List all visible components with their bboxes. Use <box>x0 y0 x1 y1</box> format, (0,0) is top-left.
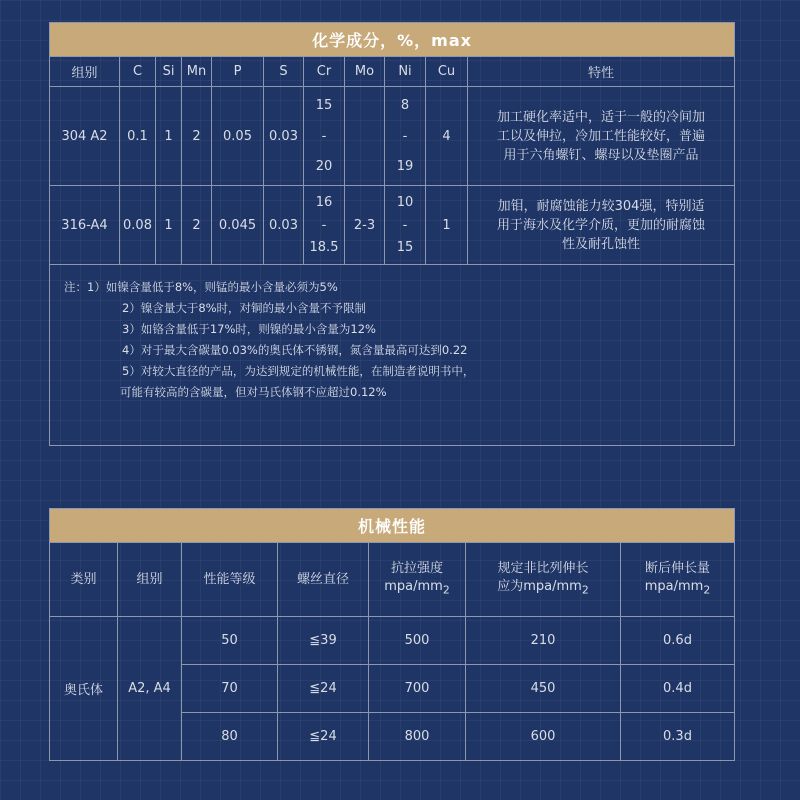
cr-max: 18.5 <box>309 240 339 255</box>
cell-tensile: 500 <box>369 617 466 665</box>
cell-diameter: ≦24 <box>278 713 369 761</box>
cell-c: 0.08 <box>120 186 156 265</box>
table-row <box>50 186 735 265</box>
chemical-composition-table <box>49 22 735 446</box>
notes-row <box>50 265 735 446</box>
cell-group: 316-A4 <box>50 186 120 265</box>
yield-label: 规定非比列伸长 <box>497 560 589 576</box>
col-header-cu: Cu <box>426 57 468 87</box>
cell-feature <box>468 87 735 186</box>
cell-yield: 600 <box>466 713 621 761</box>
cell-si: 1 <box>156 87 182 186</box>
cell-cu: 4 <box>426 87 468 186</box>
cell-p: 0.05 <box>212 87 264 186</box>
table-row <box>50 617 735 665</box>
cell-elongation: 0.4d <box>621 665 735 713</box>
cr-min: 15 <box>315 98 333 113</box>
feature-line: 加钼，耐腐蚀能力较304强，特别适 <box>497 198 705 214</box>
ni-dash: - <box>402 128 408 144</box>
cr-dash: - <box>321 217 327 233</box>
cell-s: 0.03 <box>264 186 304 265</box>
cell-ni <box>385 87 426 186</box>
elongation-label: 断后伸长量 <box>644 560 710 576</box>
cell-mn: 2 <box>182 87 212 186</box>
cell-grade: 80 <box>182 713 278 761</box>
table-row <box>50 87 735 186</box>
col-header-grade: 性能等级 <box>182 543 278 617</box>
col-header-c: C <box>120 57 156 87</box>
tensile-label: 抗拉强度 <box>390 560 443 576</box>
feature-line: 用于海水及化学介质，更加的耐腐蚀 <box>497 217 706 233</box>
col-header-diameter: 螺丝直径 <box>278 543 369 617</box>
feature-line: 性及耐孔蚀性 <box>562 236 641 252</box>
col-header-feature: 特性 <box>468 57 735 87</box>
cell-cu: 1 <box>426 186 468 265</box>
cell-group: A2, A4 <box>118 617 182 761</box>
cell-cr <box>304 186 345 265</box>
mechanical-header-row <box>50 543 735 617</box>
cell-p: 0.045 <box>212 186 264 265</box>
cell-cr <box>304 87 345 186</box>
cr-max: 20 <box>315 159 333 174</box>
col-header-group: 组别 <box>118 543 182 617</box>
ni-min: 10 <box>396 195 414 210</box>
note-3: 3）如铬含量低于17%时，则镍的最小含量为12% <box>122 322 376 336</box>
col-header-yield <box>466 543 621 617</box>
col-header-cr: Cr <box>304 57 345 87</box>
col-header-mo: Mo <box>345 57 385 87</box>
cell-diameter: ≦39 <box>278 617 369 665</box>
cell-yield: 450 <box>466 665 621 713</box>
col-header-elongation <box>621 543 735 617</box>
col-header-group: 组别 <box>50 57 120 87</box>
col-header-si: Si <box>156 57 182 87</box>
col-header-ni: Ni <box>385 57 426 87</box>
note-5-continued: 可能有较高的含碳量，但对马氏体钢不应超过0.12% <box>120 385 387 399</box>
col-header-mn: Mn <box>182 57 212 87</box>
mechanical-title: 机械性能 <box>50 509 735 543</box>
elongation-unit: mpa/$mm_2$ <box>644 578 711 597</box>
ni-dash: - <box>402 217 408 233</box>
cell-ni <box>385 186 426 265</box>
cell-s: 0.03 <box>264 87 304 186</box>
cell-yield: 210 <box>466 617 621 665</box>
cell-grade: 50 <box>182 617 278 665</box>
cell-feature <box>468 186 735 265</box>
feature-line: 工以及伸拉，冷加工性能较好，普遍 <box>497 128 706 144</box>
tensile-unit: mpa/$mm_2$ <box>384 578 450 597</box>
col-header-s: S <box>264 57 304 87</box>
col-header-p: P <box>212 57 264 87</box>
note-2: 2）镍含量大于8%时，对铜的最小含量不予限制 <box>122 301 367 315</box>
cell-grade: 70 <box>182 665 278 713</box>
cell-tensile: 800 <box>369 713 466 761</box>
cell-tensile: 700 <box>369 665 466 713</box>
ni-max: 15 <box>396 240 414 255</box>
cell-elongation: 0.3d <box>621 713 735 761</box>
cell-group: 304 A2 <box>50 87 120 186</box>
cr-dash: - <box>321 128 327 144</box>
cell-elongation: 0.6d <box>621 617 735 665</box>
yield-unit: 应为mpa/$mm_2$ <box>497 578 589 597</box>
feature-line: 用于六角螺钉、螺母以及垫圈产品 <box>503 147 699 163</box>
chemical-title: 化学成分，%，max <box>50 23 735 57</box>
cell-diameter: ≦24 <box>278 665 369 713</box>
cell-si: 1 <box>156 186 182 265</box>
cell-mo: 2-3 <box>345 186 385 265</box>
cell-mo <box>345 87 385 186</box>
notes-cell <box>50 265 735 446</box>
note-4: 4）对于最大含碳量0.03%的奥氏体不锈钢，氮含量最高可达到0.22 <box>122 343 468 357</box>
cell-category: 奥氏体 <box>50 617 118 761</box>
col-header-tensile <box>369 543 466 617</box>
cell-c: 0.1 <box>120 87 156 186</box>
note-1: 注：1）如镍含量低于8%，则锰的最小含量必须为5% <box>64 280 338 294</box>
chemical-header-row <box>50 57 735 87</box>
note-5: 5）对较大直径的产品，为达到规定的机械性能，在制造者说明书中， <box>122 364 475 378</box>
cell-mn: 2 <box>182 186 212 265</box>
cr-min: 16 <box>315 195 333 210</box>
mechanical-properties-table <box>49 508 735 761</box>
ni-min: 8 <box>400 98 410 113</box>
ni-max: 19 <box>396 159 414 174</box>
col-header-category: 类别 <box>50 543 118 617</box>
feature-line: 加工硬化率适中，适于一般的冷间加 <box>497 109 706 125</box>
